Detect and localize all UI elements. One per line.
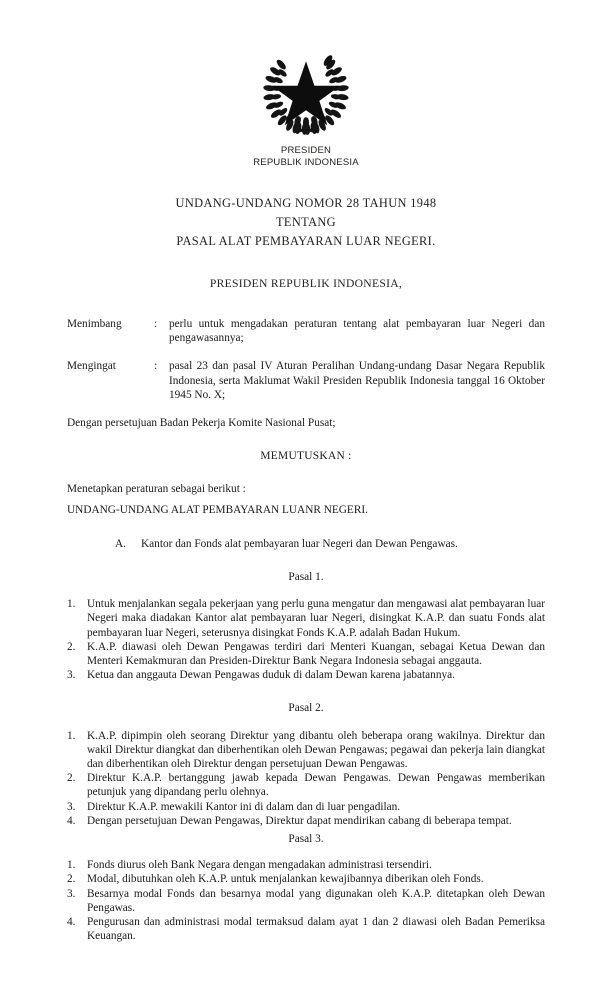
list-item — [67, 915, 545, 943]
establish-statement: Menetapkan peraturan sebagai berikut : — [67, 483, 246, 496]
pasal-3-heading: Pasal 3. — [288, 833, 324, 846]
emblem-caption-line2: REPUBLIK INDONESIA — [253, 156, 359, 168]
list-item — [67, 640, 545, 668]
emblem-caption-line1: PRESIDEN — [280, 145, 332, 156]
issuing-authority: PRESIDEN REPUBLIK INDONESIA, — [209, 277, 403, 290]
list-item — [67, 887, 545, 915]
item-marker: 1. — [67, 859, 76, 872]
presidential-seal-icon — [258, 44, 354, 140]
item-text: Modal, dibutuhkan oleh K.A.P. untuk menjalankan kewajibannya diberikan oleh Fonds. — [87, 873, 484, 886]
preamble-colon: : — [154, 318, 158, 330]
preamble-label: Menimbang — [67, 318, 122, 330]
preamble-section — [67, 317, 545, 402]
consent-statement: Dengan persetujuan Badan Pekerja Komite Nasional Pusat; — [67, 417, 336, 430]
item-text: Direktur K.A.P. bertanggung jawab kepada Dewan Pengawas. Dewan Pengawas memberikan petunjuk yang dipandang perlu olehnya. — [87, 772, 545, 799]
item-marker: 2. — [67, 873, 76, 886]
section-marker: A. — [115, 537, 126, 550]
list-item — [67, 858, 545, 872]
item-marker: 1. — [67, 598, 76, 611]
section-text: Kantor dan Fonds alat pembayaran luar Negeri dan Dewan Pengawas. — [141, 537, 458, 550]
section-item-a — [67, 537, 545, 551]
pasal-1-heading: Pasal 1. — [288, 571, 324, 584]
item-text: Fonds diurus oleh Bank Negara dengan mengadakan administrasi tersendiri. — [87, 859, 432, 872]
list-item — [67, 814, 545, 828]
item-text: K.A.P. dipimpin oleh seorang Direktur yang dibantu oleh beberapa orang wakilnya. Direktur dan wakil Direktur diangkat dan diberhentikan oleh Dewan Pengawas; pegawai dan pekerja lain diangkat dan diberhentikan oleh Direktur dengan persetujuan Dewan Pengawas. — [87, 729, 545, 771]
pasal-2-list — [67, 729, 545, 828]
item-marker: 3. — [67, 887, 76, 900]
document-body — [67, 317, 545, 944]
item-marker: 4. — [67, 814, 76, 827]
pasal-2-heading: Pasal 2. — [288, 702, 324, 715]
item-marker: 2. — [67, 640, 76, 653]
preamble-row-menimbang — [67, 317, 545, 345]
document-header — [0, 0, 612, 168]
item-text: K.A.P. diawasi oleh Dewan Pengawas terdiri dari Menteri Kuangan, sebagai Ketua Dewan dan Menteri Kemakmuran dan Presiden-Direktur Bank Negara Indonesia sebagai anggauta. — [87, 640, 545, 668]
item-text: Ketua dan anggauta Dewan Pengawas duduk di dalam Dewan karena jabatannya. — [87, 669, 455, 682]
list-item — [67, 668, 545, 682]
emblem-caption — [253, 145, 359, 168]
item-marker: 4. — [67, 916, 76, 929]
item-marker: 3. — [67, 800, 76, 813]
memutuskan-heading: MEMUTUSKAN : — [260, 450, 352, 463]
item-marker: 3. — [67, 669, 76, 682]
item-text: Besarnya modal Fonds dan besarnya modal yang digunakan oleh K.A.P. ditetapkan oleh Dewan Pengawas. — [87, 887, 545, 914]
list-item — [67, 800, 545, 814]
preamble-colon: : — [154, 360, 158, 373]
list-item — [67, 597, 545, 640]
preamble-row-mengingat — [67, 359, 545, 402]
list-item — [67, 872, 545, 886]
item-marker: 1. — [67, 729, 76, 742]
item-marker: 2. — [67, 772, 76, 785]
preamble-text: pasal 23 dan pasal IV Aturan Peralihan Undang-undang Dasar Negara Republik Indonesia, serta Maklumat Wakil Presiden Republik Indonesia tanggal 16 Oktober 1945 No. X; — [169, 360, 545, 401]
title-line-subject: PASAL ALAT PEMBAYARAN LUAR NEGERI. — [176, 234, 436, 248]
law-title: UNDANG-UNDANG ALAT PEMBAYARAN LUANR NEGERI. — [67, 503, 368, 516]
pasal-3-list — [67, 858, 545, 943]
list-item — [67, 771, 545, 799]
document-title — [0, 194, 612, 251]
item-text: Pengurusan dan administrasi modal termaksud dalam ayat 1 dan 2 diawasi oleh Badan Pemeriksa Keuangan. — [87, 916, 545, 943]
title-line-number: UNDANG-UNDANG NOMOR 28 TAHUN 1948 — [175, 196, 437, 210]
item-text: Untuk menjalankan segala pekerjaan yang perlu guna mengatur dan mengawasi alat pembayaran luar Negeri maka diadakan Kantor alat pembayaran luar Negeri, disingkat K.A.P. dan suatu Fonds alat pembayaran luar Negeri, seterusnya disingkat Fonds K.A.P. adalah Badan Hukum. — [87, 598, 545, 639]
preamble-label: Mengingat — [67, 360, 116, 373]
item-text: Direktur K.A.P. mewakili Kantor ini di dalam dan di luar pengadilan. — [87, 800, 401, 813]
pasal-1-list — [67, 597, 545, 682]
preamble-text: perlu untuk mengadakan peraturan tentang alat pembayaran luar Negeri dan pengawasannya; — [169, 318, 545, 345]
item-text: Dengan persetujuan Dewan Pengawas, Direktur dapat mendirikan cabang di beberapa tempat. — [87, 814, 512, 827]
list-item — [67, 729, 545, 772]
title-line-tentang: TENTANG — [276, 215, 336, 229]
